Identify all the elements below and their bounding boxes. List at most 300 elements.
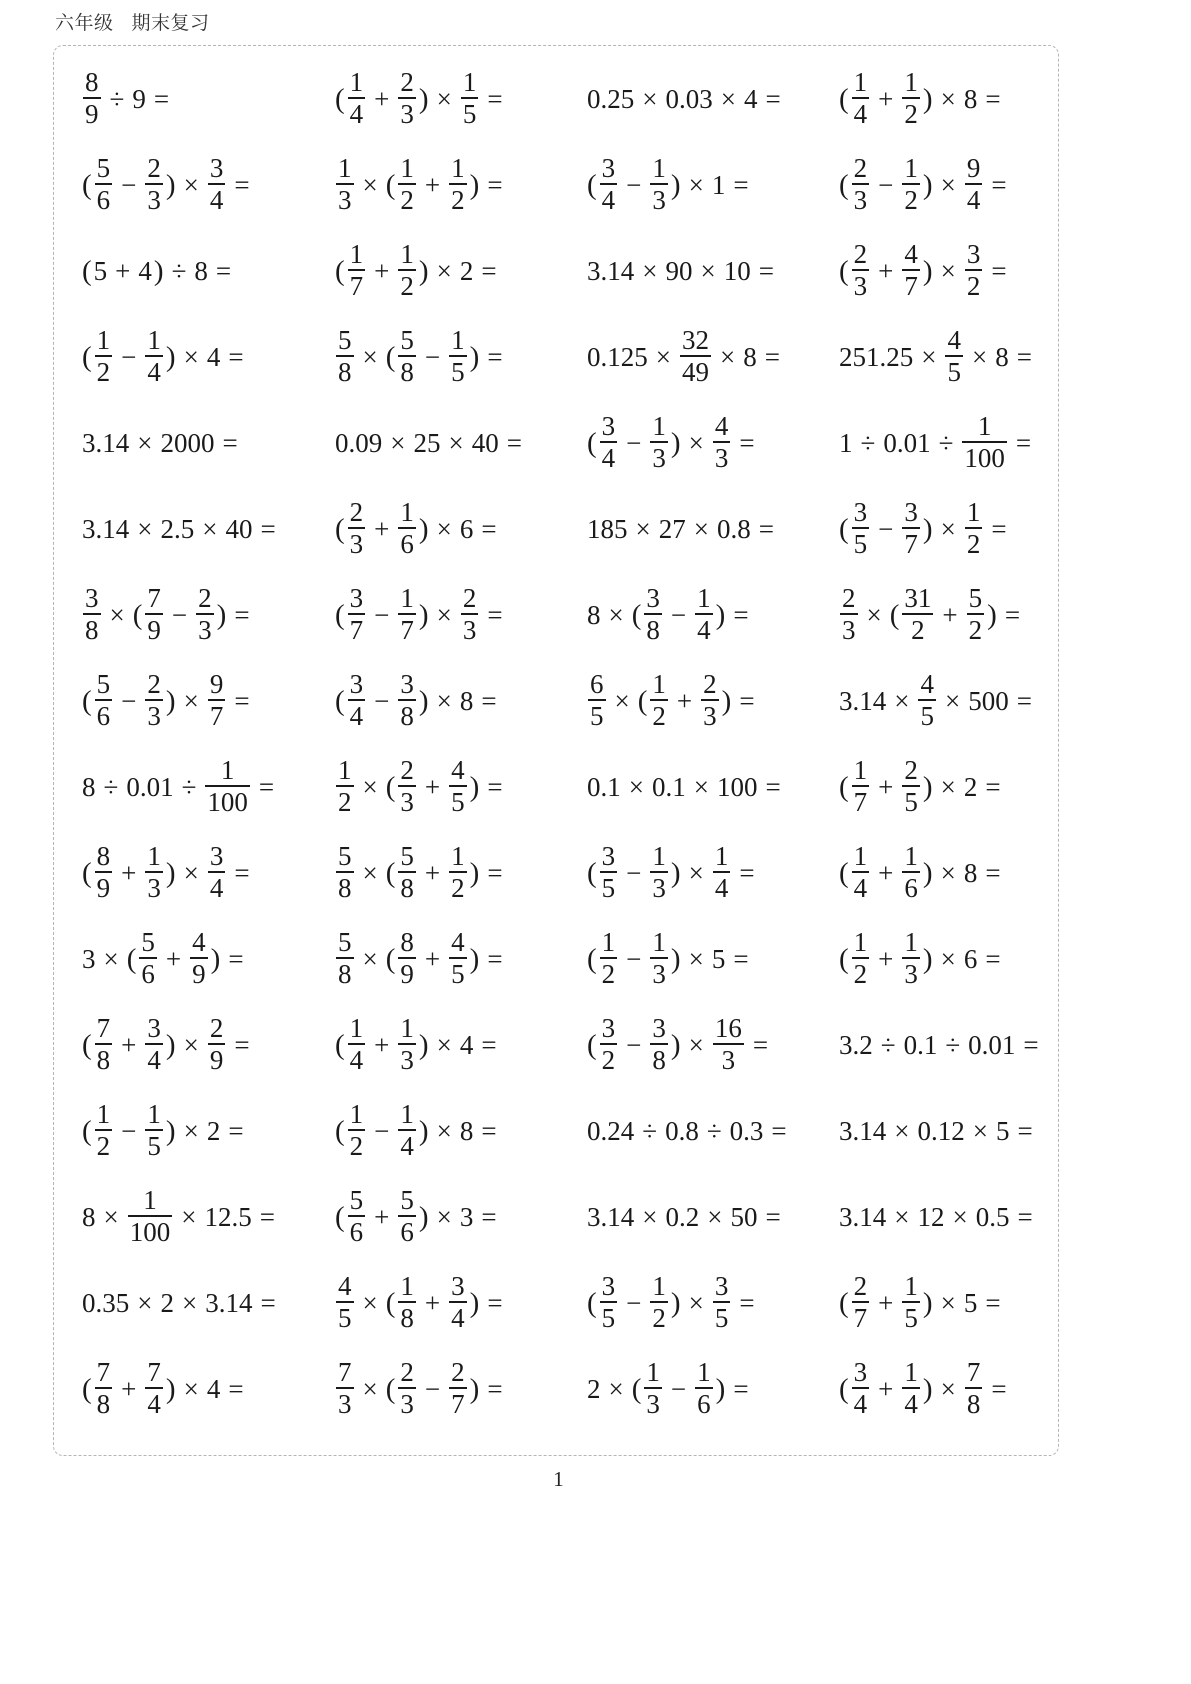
problem-expression — [334, 744, 503, 830]
page-header — [55, 8, 210, 35]
open-paren: ( — [335, 254, 345, 287]
divide-sign: ÷ — [109, 83, 125, 114]
denominator: 5 — [601, 1302, 616, 1333]
times-sign: × — [183, 1373, 199, 1404]
open-paren: ( — [335, 1114, 345, 1147]
open-paren: ( — [587, 1286, 597, 1319]
problem-expression — [334, 1002, 497, 1088]
number: 5 — [963, 1287, 978, 1318]
number: 4 — [743, 83, 758, 114]
denominator: 3 — [646, 1388, 660, 1419]
equals-sign: = — [487, 771, 503, 802]
denominator: 5 — [714, 1302, 729, 1333]
numerator: 1 — [904, 153, 918, 184]
denominator: 5 — [904, 1302, 918, 1333]
problem-expression — [586, 830, 755, 916]
numerator: 1 — [96, 325, 111, 356]
fraction — [208, 841, 226, 902]
numerator: 1 — [714, 841, 729, 872]
number: 0.35 — [82, 1287, 130, 1318]
fraction — [967, 583, 985, 644]
divide-sign: ÷ — [181, 771, 197, 802]
denominator: 8 — [966, 1388, 981, 1419]
fraction — [902, 755, 920, 816]
denominator: 3 — [147, 700, 161, 731]
numerator: 7 — [966, 1357, 981, 1388]
denominator: 100 — [129, 1216, 171, 1247]
denominator: 7 — [349, 270, 364, 301]
denominator: 4 — [400, 1130, 414, 1161]
fraction — [348, 497, 366, 558]
denominator: 2 — [966, 270, 981, 301]
fraction — [902, 67, 920, 128]
open-paren: ( — [839, 168, 849, 201]
fraction — [644, 1357, 662, 1418]
numerator: 7 — [96, 1357, 111, 1388]
equals-sign: = — [1023, 1029, 1039, 1060]
denominator: 8 — [338, 872, 352, 903]
close-paren: ) — [922, 856, 933, 889]
fraction — [840, 583, 858, 644]
fraction — [902, 497, 920, 558]
numerator: 2 — [147, 669, 161, 700]
times-sign: × — [688, 857, 704, 888]
fraction — [713, 841, 731, 902]
denominator: 7 — [904, 270, 918, 301]
fraction — [336, 841, 354, 902]
fraction — [145, 1013, 163, 1074]
number: 2 — [206, 1115, 221, 1146]
fraction — [196, 583, 214, 644]
denominator: 6 — [96, 184, 111, 215]
equals-sign: = — [228, 1115, 244, 1146]
fraction — [965, 239, 983, 300]
numerator: 2 — [853, 1271, 868, 1302]
problem-expression — [586, 142, 749, 228]
fraction — [336, 1271, 354, 1332]
fraction — [336, 755, 354, 816]
denominator: 9 — [96, 872, 111, 903]
equals-sign: = — [758, 513, 774, 544]
equals-sign: = — [487, 83, 503, 114]
open-paren: ( — [587, 426, 597, 459]
open-paren: ( — [82, 856, 92, 889]
fraction — [600, 1013, 618, 1074]
problem-expression — [586, 400, 755, 486]
numerator: 1 — [400, 1099, 414, 1130]
number: 2 — [587, 1373, 601, 1404]
problem-expression — [81, 830, 250, 916]
numerator: 4 — [947, 325, 961, 356]
equals-sign: = — [991, 1373, 1007, 1404]
denominator: 4 — [451, 1302, 465, 1333]
denominator: 2 — [451, 184, 465, 215]
numerator: 9 — [966, 153, 981, 184]
fraction — [852, 755, 870, 816]
plus-sign: + — [878, 771, 894, 802]
denominator: 100 — [964, 442, 1005, 473]
denominator: 2 — [904, 184, 918, 215]
times-sign: × — [940, 943, 956, 974]
numerator: 2 — [842, 583, 856, 614]
open-paren: ( — [335, 598, 345, 631]
header-grade: 六年级 — [55, 12, 114, 34]
times-sign: × — [688, 1029, 704, 1060]
open-paren: ( — [385, 1372, 396, 1405]
equals-sign: = — [215, 255, 232, 286]
equals-sign: = — [487, 599, 503, 630]
fraction — [713, 411, 731, 472]
numerator: 1 — [349, 67, 364, 98]
problem-expression — [838, 1174, 1033, 1260]
problem-row — [81, 1260, 1061, 1346]
number: 9 — [132, 83, 146, 114]
fraction — [461, 583, 479, 644]
fraction — [398, 67, 416, 128]
times-sign: × — [362, 341, 378, 372]
number: 185 — [587, 513, 628, 544]
fraction — [398, 1271, 416, 1332]
numerator: 7 — [338, 1357, 352, 1388]
problem-row — [81, 830, 1061, 916]
equals-sign: = — [228, 341, 244, 372]
open-paren: ( — [839, 254, 849, 287]
numerator: 1 — [400, 1013, 414, 1044]
denominator: 3 — [652, 872, 666, 903]
fraction — [713, 1013, 744, 1074]
open-paren: ( — [385, 942, 396, 975]
fraction — [449, 325, 467, 386]
number: 0.8 — [716, 513, 751, 544]
denominator: 4 — [853, 1388, 868, 1419]
problem-expression — [81, 658, 250, 744]
minus-sign: − — [626, 169, 642, 200]
equals-sign: = — [259, 1201, 275, 1232]
open-paren: ( — [82, 168, 92, 201]
equals-sign: = — [758, 255, 774, 286]
plus-sign: + — [121, 1029, 137, 1060]
number: 1 — [839, 427, 853, 458]
numerator: 3 — [601, 153, 616, 184]
problem-expression — [81, 572, 250, 658]
numerator: 2 — [451, 1357, 465, 1388]
times-sign: × — [894, 1115, 910, 1146]
plus-sign: + — [374, 513, 390, 544]
denominator: 7 — [349, 614, 364, 645]
numerator: 3 — [652, 1013, 666, 1044]
times-sign: × — [693, 771, 709, 802]
times-sign: × — [688, 169, 704, 200]
denominator: 3 — [400, 98, 414, 129]
numerator: 2 — [198, 583, 212, 614]
denominator: 4 — [349, 1044, 364, 1075]
denominator: 9 — [400, 958, 414, 989]
close-paren: ) — [153, 254, 164, 287]
equals-sign: = — [1004, 599, 1021, 630]
numerator: 1 — [853, 927, 868, 958]
numerator: 1 — [652, 411, 666, 442]
denominator: 3 — [349, 528, 364, 559]
fraction — [398, 583, 416, 644]
denominator: 5 — [853, 528, 868, 559]
numerator: 1 — [349, 1099, 364, 1130]
number: 0.01 — [126, 771, 174, 802]
denominator: 49 — [681, 356, 709, 387]
equals-sign: = — [481, 1029, 497, 1060]
equals-sign: = — [1016, 685, 1032, 716]
fraction — [348, 1013, 366, 1074]
open-paren: ( — [126, 942, 137, 975]
close-paren: ) — [418, 684, 429, 717]
equals-sign: = — [222, 427, 238, 458]
fraction — [449, 927, 467, 988]
numerator: 31 — [904, 583, 932, 614]
number: 8 — [587, 599, 601, 630]
numerator: 1 — [147, 1099, 161, 1130]
equals-sign: = — [260, 1287, 276, 1318]
equals-sign: = — [234, 1029, 250, 1060]
equals-sign: = — [481, 1115, 497, 1146]
problem-row — [81, 142, 1061, 228]
numerator: 1 — [338, 153, 352, 184]
fraction — [95, 153, 113, 214]
minus-sign: − — [121, 169, 137, 200]
numerator: 5 — [141, 927, 155, 958]
close-paren: ) — [165, 684, 176, 717]
divide-sign: ÷ — [171, 255, 187, 286]
fraction — [945, 325, 963, 386]
numerator: 4 — [451, 755, 465, 786]
numerator: 7 — [147, 583, 161, 614]
equals-sign: = — [771, 1115, 787, 1146]
times-sign: × — [921, 341, 937, 372]
numerator: 3 — [601, 1271, 616, 1302]
denominator: 4 — [904, 1388, 918, 1419]
times-sign: × — [436, 513, 452, 544]
close-paren: ) — [418, 1200, 429, 1233]
fraction — [902, 841, 920, 902]
minus-sign: − — [121, 1115, 137, 1146]
fraction — [680, 325, 711, 386]
open-paren: ( — [335, 684, 345, 717]
fraction — [95, 1013, 113, 1074]
number: 0.24 — [587, 1115, 635, 1146]
close-paren: ) — [670, 856, 681, 889]
problem-expression — [838, 56, 1001, 142]
denominator: 2 — [853, 958, 868, 989]
minus-sign: − — [626, 943, 642, 974]
numerator: 3 — [904, 497, 918, 528]
equals-sign: = — [739, 1287, 755, 1318]
open-paren: ( — [82, 254, 92, 287]
problem-expression — [81, 1346, 244, 1432]
fraction — [336, 153, 354, 214]
equals-sign: = — [234, 169, 250, 200]
equals-sign: = — [487, 1373, 503, 1404]
numerator: 3 — [714, 1271, 729, 1302]
equals-sign: = — [985, 857, 1001, 888]
denominator: 8 — [338, 356, 352, 387]
denominator: 5 — [451, 958, 465, 989]
numerator: 3 — [349, 669, 364, 700]
equals-sign: = — [733, 943, 749, 974]
problem-row — [81, 400, 1061, 486]
numerator: 1 — [652, 153, 666, 184]
denominator: 3 — [338, 1388, 352, 1419]
equals-sign: = — [985, 1287, 1001, 1318]
numerator: 4 — [904, 239, 918, 270]
problem-expression — [586, 56, 781, 142]
number: 8 — [459, 685, 474, 716]
equals-sign: = — [228, 943, 244, 974]
numerator: 3 — [209, 153, 224, 184]
plus-sign: + — [374, 1029, 390, 1060]
equals-sign: = — [739, 685, 755, 716]
number: 0.01 — [883, 427, 931, 458]
times-sign: × — [436, 1115, 452, 1146]
number: 8 — [82, 771, 96, 802]
denominator: 3 — [198, 614, 212, 645]
denominator: 2 — [652, 1302, 666, 1333]
fraction — [83, 67, 101, 128]
denominator: 2 — [400, 270, 414, 301]
number: 12 — [917, 1201, 945, 1232]
fraction — [398, 1185, 416, 1246]
numerator: 5 — [338, 927, 352, 958]
fraction — [128, 1185, 173, 1246]
divide-sign: ÷ — [642, 1115, 658, 1146]
numerator: 6 — [590, 669, 604, 700]
denominator: 3 — [400, 1044, 414, 1075]
problem-row — [81, 572, 1061, 658]
times-sign: × — [183, 1115, 199, 1146]
numerator: 1 — [904, 1357, 918, 1388]
denominator: 4 — [601, 442, 616, 473]
problem-expression — [81, 228, 231, 314]
close-paren: ) — [210, 942, 221, 975]
equals-sign: = — [985, 943, 1001, 974]
denominator: 4 — [349, 98, 364, 129]
numerator: 1 — [853, 67, 868, 98]
number: 8 — [82, 1201, 96, 1232]
problem-row — [81, 1174, 1061, 1260]
page-number: 1 — [553, 1467, 564, 1491]
problem-expression — [586, 1002, 768, 1088]
problem-expression — [838, 658, 1032, 744]
denominator: 7 — [853, 1302, 868, 1333]
equals-sign: = — [506, 427, 522, 458]
denominator: 8 — [96, 1044, 111, 1075]
denominator: 6 — [141, 958, 155, 989]
equals-sign: = — [487, 169, 503, 200]
problem-expression — [81, 486, 276, 572]
denominator: 5 — [147, 1130, 161, 1161]
open-paren: ( — [637, 684, 648, 717]
problem-expression — [334, 486, 497, 572]
number: 8 — [743, 341, 757, 372]
number: 3.2 — [839, 1029, 873, 1060]
open-paren: ( — [587, 168, 597, 201]
numerator: 2 — [147, 153, 161, 184]
fraction — [449, 153, 467, 214]
fraction — [336, 1357, 354, 1418]
problem-row — [81, 314, 1061, 400]
numerator: 3 — [601, 841, 616, 872]
equals-sign: = — [733, 1373, 749, 1404]
fraction — [695, 1357, 713, 1418]
problem-expression — [838, 142, 1007, 228]
problem-expression — [81, 744, 274, 830]
times-sign: × — [940, 255, 956, 286]
close-paren: ) — [418, 512, 429, 545]
close-paren: ) — [922, 168, 933, 201]
close-paren: ) — [418, 1114, 429, 1147]
denominator: 4 — [853, 98, 868, 129]
problem-expression — [81, 400, 238, 486]
fraction — [650, 841, 668, 902]
numerator: 1 — [904, 67, 918, 98]
times-sign: × — [894, 1201, 910, 1232]
number: 0.09 — [335, 427, 383, 458]
plus-sign: + — [878, 1373, 894, 1404]
equals-sign: = — [985, 83, 1001, 114]
fraction — [398, 497, 416, 558]
times-sign: × — [181, 1201, 197, 1232]
numerator: 4 — [920, 669, 934, 700]
open-paren: ( — [82, 1372, 92, 1405]
denominator: 3 — [714, 442, 729, 473]
denominator: 7 — [853, 786, 868, 817]
equals-sign: = — [487, 341, 503, 372]
open-paren: ( — [335, 82, 345, 115]
denominator: 2 — [338, 786, 352, 817]
equals-sign: = — [258, 771, 275, 802]
denominator: 3 — [652, 958, 666, 989]
times-sign: × — [719, 341, 736, 372]
numerator: 2 — [462, 583, 477, 614]
numerator: 1 — [697, 1357, 711, 1388]
numerator: 5 — [349, 1185, 364, 1216]
plus-sign: + — [424, 857, 441, 888]
problem-expression — [81, 56, 169, 142]
equals-sign: = — [765, 1201, 781, 1232]
denominator: 2 — [652, 700, 666, 731]
fraction — [902, 153, 920, 214]
times-sign: × — [608, 1373, 624, 1404]
times-sign: × — [971, 341, 988, 372]
open-paren: ( — [82, 1028, 92, 1061]
times-sign: × — [362, 943, 378, 974]
fraction — [95, 1357, 113, 1418]
fraction — [461, 67, 479, 128]
close-paren: ) — [987, 598, 997, 631]
open-paren: ( — [839, 82, 849, 115]
number: 8 — [194, 255, 208, 286]
problem-expression — [586, 314, 780, 400]
number: 6 — [963, 943, 978, 974]
equals-sign: = — [234, 857, 250, 888]
problem-expression — [81, 314, 244, 400]
denominator: 4 — [349, 700, 364, 731]
plus-sign: + — [424, 1287, 441, 1318]
number: 0.01 — [968, 1029, 1016, 1060]
numerator: 1 — [349, 239, 364, 270]
problem-expression — [586, 1346, 749, 1432]
denominator: 3 — [853, 270, 868, 301]
plus-sign: + — [878, 255, 894, 286]
fraction — [95, 669, 113, 730]
numerator: 2 — [400, 755, 414, 786]
